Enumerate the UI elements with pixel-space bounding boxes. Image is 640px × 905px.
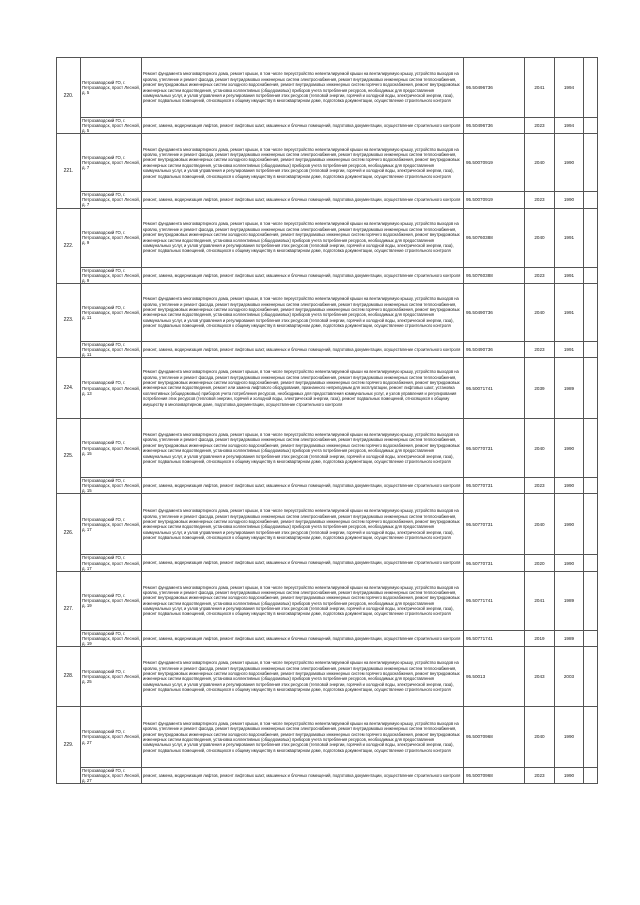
address-cell: Петрозаводский ГО, г. Петрозаводск, прост Лесной, д. 19	[81, 571, 142, 630]
object-code-cell: 95.50760388	[464, 267, 525, 283]
work-description-cell: ремонт, замена, модернизация лифтов, ремонт лифтовых шахт, машинных и блочных помещений, подготовка документации, осуществление строительного контроля	[142, 555, 464, 571]
work-description-cell: Ремонт фундамента многоквартирного дома, ремонт крыши, в том числе переустройство невентилируемой крыши на вентилируемую крышу, устройство выходов на кровлю, утепление и ремонт фасада, ремонт внутридомовых инженерных систем электроснабжения, ремонт внутридомовых инженерных систем теплоснабжения, ремонт внутридомовых инженерных систем холодного водоснабжения, ремонт внутридомовых инженерных систем горячего водоснабжения, ремонт внутридомовых инженерных систем водоотведения, установка коллективных (общедомовых) приборов учета потребления ресурсов, необходимых для предоставления коммунальных услуг, и узлов управления и регулирования потребления этих ресурсов (тепловой энергии, горячей и холодной воды, электрической энергии, газа), ремонт подвальных помещений, относящихся к общему имуществу в многоквартирном доме, подготовка документации, осуществление строительного контроля	[142, 646, 464, 706]
capital-repair-table	[56, 57, 598, 784]
table-row	[57, 358, 598, 419]
empty-cell	[584, 494, 598, 555]
empty-cell	[584, 118, 598, 134]
build-year-cell: 1989	[555, 571, 584, 630]
empty-cell	[584, 630, 598, 646]
empty-cell	[584, 283, 598, 341]
object-code-cell: 95.50770731	[464, 478, 525, 494]
row-number-cell: 221.	[57, 134, 81, 208]
table-row	[57, 118, 598, 134]
address-cell: Петрозаводский ГО, г. Петрозаводск, прост Лесной, д. 7	[82, 192, 140, 208]
address-cell: Петрозаводский ГО, г. Петрозаводск, прост Лесной, д. 7	[81, 134, 142, 192]
build-year-cell: 1991	[555, 208, 584, 267]
row-number-cell: 229.	[57, 706, 81, 783]
object-code-cell: 95.50770731	[464, 419, 525, 478]
address-cell: Петрозаводский ГО, г. Петрозаводск, прост Лесной, д. 9	[82, 267, 140, 283]
build-year-cell: 1991	[555, 341, 584, 357]
planned-year-cell: 2023	[525, 767, 555, 783]
object-code-cell: 95.50771741	[464, 571, 525, 630]
table-row	[57, 706, 598, 767]
table-row	[57, 267, 598, 283]
address-cell: Петрозаводский ГО, г. Петрозаводск, прост Лесной, д. 19	[82, 630, 140, 646]
planned-year-cell: 2023	[525, 478, 555, 494]
address-cell: Петрозаводский ГО, г. Петрозаводск, прост Лесной, д. 15	[82, 478, 140, 494]
program-table-sheet	[56, 57, 581, 784]
empty-cell	[584, 571, 598, 630]
row-number-cell: 224.	[57, 358, 81, 419]
build-year-cell: 1991	[555, 283, 584, 341]
table-row	[57, 208, 598, 267]
address-cell: Петрозаводский ГО, г. Петрозаводск, прост Лесной, д. 15	[81, 419, 142, 478]
build-year-cell: 1989	[555, 358, 584, 419]
object-code-cell: 95.50496736	[464, 118, 525, 134]
work-description-cell: Ремонт фундамента многоквартирного дома, ремонт крыши, в том числе переустройство невентилируемой крыши на вентилируемую крышу, устройство выходов на кровлю, утепление и ремонт фасада, ремонт внутридомовых инженерных систем электроснабжения, ремонт внутридомовых инженерных систем теплоснабжения, ремонт внутридомовых инженерных систем холодного водоснабжения, ремонт внутридомовых инженерных систем горячего водоснабжения, ремонт внутридомовых инженерных систем водоотведения, установка коллективных (общедомовых) приборов учета потребления ресурсов, необходимых для предоставления коммунальных услуг, и узлов управления и регулирования потребления этих ресурсов (тепловой энергии, горячей и холодной воды, электрической энергии, газа), ремонт подвальных помещений, относящихся к общему имуществу в многоквартирном доме, подготовка документации, осуществление строительного контроля	[142, 571, 464, 630]
work-description-cell: ремонт, замена, модернизация лифтов, ремонт лифтовых шахт, машинных и блочных помещений, подготовка документации, осуществление строительного контроля	[142, 630, 464, 646]
work-description-cell: Ремонт фундамента многоквартирного дома, ремонт крыши, в том числе переустройство невентилируемой крыши на вентилируемую крышу, устройство выходов на кровлю, утепление и ремонт фасада, ремонт внутридомовых инженерных систем электроснабжения, ремонт внутридомовых инженерных систем теплоснабжения, ремонт внутридомовых инженерных систем холодного водоснабжения, ремонт внутридомовых инженерных систем горячего водоснабжения, ремонт внутридомовых инженерных систем водоотведения, установка коллективных (общедомовых) приборов учета потребления ресурсов, необходимых для предоставления коммунальных услуг, и узлов управления и регулирования потребления этих ресурсов (тепловой энергии, горячей и холодной воды, электрической энергии, газа), ремонт подвальных помещений, относящихся к общему имуществу в многоквартирном доме, подготовка документации, осуществление строительного контроля	[142, 134, 464, 192]
object-code-cell: 95.50770731	[464, 494, 525, 555]
row-number-cell: 225.	[57, 419, 81, 494]
planned-year-cell: 2023	[525, 341, 555, 357]
build-year-cell: 1994	[555, 58, 584, 118]
build-year-cell: 1991	[555, 267, 584, 283]
address-cell: Петрозаводский ГО, г. Петрозаводск, прост Лесной, д. 17	[82, 555, 140, 571]
build-year-cell: 1990	[555, 419, 584, 478]
build-year-cell: 1989	[555, 630, 584, 646]
table-row	[57, 571, 598, 630]
empty-cell	[584, 134, 598, 192]
planned-year-cell: 2023	[525, 118, 555, 134]
empty-cell	[584, 208, 598, 267]
table-row	[57, 767, 598, 783]
planned-year-cell: 2020	[525, 555, 555, 571]
address-cell: Петрозаводский ГО, г. Петрозаводск, прост Лесной, д. 9	[81, 208, 142, 267]
object-code-cell: 95.50070919	[464, 134, 525, 192]
object-code-cell: 95.50496736	[464, 58, 525, 118]
planned-year-cell: 2041	[525, 571, 555, 630]
object-code-cell: 95.50770731	[464, 555, 525, 571]
address-cell: Петрозаводский ГО, г. Петрозаводск, прост Лесной, д. 27	[81, 706, 142, 767]
work-description-cell: ремонт, замена, модернизация лифтов, ремонт лифтовых шахт, машинных и блочных помещений, подготовка документации, осуществление строительного контроля	[142, 267, 464, 283]
work-description-cell: ремонт, замена, модернизация лифтов, ремонт лифтовых шахт, машинных и блочных помещений, подготовка документации, осуществление строительного контроля	[142, 341, 464, 357]
build-year-cell: 1990	[555, 134, 584, 192]
address-cell: Петрозаводский ГО, г. Петрозаводск, прост Лесной, д. 27	[82, 767, 140, 784]
row-number-cell: 222.	[57, 208, 81, 283]
work-description-cell: Ремонт фундамента многоквартирного дома, ремонт крыши, в том числе переустройство невентилируемой крыши на вентилируемую крышу, устройство выходов на кровлю, утепление и ремонт фасада, ремонт внутридомовых инженерных систем электроснабжения, ремонт внутридомовых инженерных систем теплоснабжения, ремонт внутридомовых инженерных систем холодного водоснабжения, ремонт внутридомовых инженерных систем горячего водоснабжения, ремонт внутридомовых инженерных систем водоотведения, установка коллективных (общедомовых) приборов учета потребления ресурсов, необходимых для предоставления коммунальных услуг, и узлов управления и регулирования потребления этих ресурсов (тепловой энергии, горячей и холодной воды, электрической энергии, газа), ремонт подвальных помещений, относящихся к общему имуществу в многоквартирном доме, подготовка документации, осуществление строительного контроля	[142, 283, 464, 341]
build-year-cell: 1990	[555, 494, 584, 555]
work-description-cell: ремонт, замена, модернизация лифтов, ремонт лифтовых шахт, машинных и блочных помещений, подготовка документации, осуществление строительного контроля	[142, 192, 464, 208]
object-code-cell: 95.50071741	[464, 358, 525, 419]
table-row	[57, 58, 598, 118]
empty-cell	[584, 419, 598, 478]
row-number-cell: 220.	[57, 58, 81, 134]
address-cell: Петрозаводский ГО, г. Петрозаводск, прост Лесной, д. 5	[81, 58, 142, 118]
table-row	[57, 134, 598, 192]
address-cell: Петрозаводский ГО, г. Петрозаводск, прост Лесной, д. 13	[81, 358, 142, 419]
build-year-cell: 2003	[555, 646, 584, 706]
work-description-cell: Ремонт фундамента многоквартирного дома, ремонт крыши, в том числе переустройство невентилируемой крыши на вентилируемую крышу, устройство выходов на кровлю, утепление и ремонт фасада, ремонт внутридомовых инженерных систем электроснабжения, ремонт внутридомовых инженерных систем теплоснабжения, ремонт внутридомовых инженерных систем холодного водоснабжения, ремонт внутридомовых инженерных систем горячего водоснабжения, ремонт внутридомовых инженерных систем водоотведения, установка коллективных (общедомовых) приборов учета потребления ресурсов, необходимых для предоставления коммунальных услуг, и узлов управления и регулирования потребления этих ресурсов (тепловой энергии, горячей и холодной воды, электрической энергии, газа), ремонт подвальных помещений, относящихся к общему имуществу в многоквартирном доме, подготовка документации, осуществление строительного контроля	[142, 208, 464, 267]
work-description-cell: Ремонт фундамента многоквартирного дома, ремонт крыши, в том числе переустройство невентилируемой крыши на вентилируемую крышу, устройство выходов на кровлю, утепление и ремонт фасада, ремонт внутридомовых инженерных систем электроснабжения, ремонт внутридомовых инженерных систем теплоснабжения, ремонт внутридомовых инженерных систем холодного водоснабжения, ремонт внутридомовых инженерных систем горячего водоснабжения, ремонт внутридомовых инженерных систем водоотведения, установка коллективных (общедомовых) приборов учета потребления ресурсов, необходимых для предоставления коммунальных услуг, и узлов управления и регулирования потребления этих ресурсов (тепловой энергии, горячей и холодной воды, электрической энергии, газа), ремонт подвальных помещений, относящихся к общему имуществу в многоквартирном доме, подготовка документации, осуществление строительного контроля	[142, 58, 464, 118]
build-year-cell: 1990	[555, 706, 584, 767]
table-row	[57, 494, 598, 555]
object-code-cell: 95.50070919	[464, 192, 525, 208]
table-row	[57, 341, 598, 357]
planned-year-cell: 2039	[525, 358, 555, 419]
empty-cell	[584, 555, 598, 571]
address-cell: Петрозаводский ГО, г. Петрозаводск, прост Лесной, д. 11	[81, 283, 142, 341]
planned-year-cell: 2043	[525, 646, 555, 706]
empty-cell	[584, 767, 598, 783]
build-year-cell: 1990	[555, 555, 584, 571]
table-row	[57, 419, 598, 478]
row-number-cell: 226.	[57, 494, 81, 571]
work-description-cell: Ремонт фундамента многоквартирного дома, ремонт крыши, в том числе переустройство невентилируемой крыши на вентилируемую крышу, устройство выходов на кровлю, утепление и ремонт фасада, ремонт внутридомовых инженерных систем электроснабжения, ремонт внутридомовых инженерных систем теплоснабжения, ремонт внутридомовых инженерных систем холодного водоснабжения, ремонт внутридомовых инженерных систем горячего водоснабжения, ремонт внутридомовых инженерных систем водоотведения, ремонт или замена лифтового оборудования, признанного непригодным для эксплуатации, ремонт лифтовых шахт, установка коллективных (общедомовых) приборов учета потребления ресурсов, необходимых для предоставления коммунальных услуг, и узлов управления и регулирования потребления этих ресурсов (тепловой энергии, горячей и холодной воды, электрической энергии, газа), ремонт подвальных помещений, относящихся к общему имуществу в многоквартирном доме, подготовка документации, осуществление строительного контроля	[142, 358, 464, 419]
table-row	[57, 555, 598, 571]
row-number-cell: 228.	[57, 646, 81, 706]
empty-cell	[584, 341, 598, 357]
build-year-cell: 1990	[555, 478, 584, 494]
address-cell: Петрозаводский ГО, г. Петрозаводск, прост Лесной, д. 5	[82, 118, 140, 134]
object-code-cell: 95.50070968	[464, 767, 525, 783]
empty-cell	[584, 478, 598, 494]
planned-year-cell: 2023	[525, 192, 555, 208]
work-description-cell: Ремонт фундамента многоквартирного дома, ремонт крыши, в том числе переустройство невентилируемой крыши на вентилируемую крышу, устройство выходов на кровлю, утепление и ремонт фасада, ремонт внутридомовых инженерных систем электроснабжения, ремонт внутридомовых инженерных систем теплоснабжения, ремонт внутридомовых инженерных систем холодного водоснабжения, ремонт внутридомовых инженерных систем горячего водоснабжения, ремонт внутридомовых инженерных систем водоотведения, установка коллективных (общедомовых) приборов учета потребления ресурсов, необходимых для предоставления коммунальных услуг, и узлов управления и регулирования потребления этих ресурсов (тепловой энергии, горячей и холодной воды, электрической энергии, газа), ремонт подвальных помещений, относящихся к общему имуществу в многоквартирном доме, подготовка документации, осуществление строительного контроля	[142, 706, 464, 767]
empty-cell	[584, 267, 598, 283]
build-year-cell: 1990	[555, 767, 584, 783]
build-year-cell: 1994	[555, 118, 584, 134]
object-code-cell: 95.50490736	[464, 283, 525, 341]
object-code-cell: 95.50771741	[464, 630, 525, 646]
empty-cell	[584, 192, 598, 208]
work-description-cell: Ремонт фундамента многоквартирного дома, ремонт крыши, в том числе переустройство невентилируемой крыши на вентилируемую крышу, устройство выходов на кровлю, утепление и ремонт фасада, ремонт внутридомовых инженерных систем электроснабжения, ремонт внутридомовых инженерных систем теплоснабжения, ремонт внутридомовых инженерных систем холодного водоснабжения, ремонт внутридомовых инженерных систем горячего водоснабжения, ремонт внутридомовых инженерных систем водоотведения, установка коллективных (общедомовых) приборов учета потребления ресурсов, необходимых для предоставления коммунальных услуг, и узлов управления и регулирования потребления этих ресурсов (тепловой энергии, горячей и холодной воды, электрической энергии, газа), ремонт подвальных помещений, относящихся к общему имуществу в многоквартирном доме, подготовка документации, осуществление строительного контроля	[142, 494, 464, 555]
planned-year-cell: 2023	[525, 267, 555, 283]
work-description-cell: Ремонт фундамента многоквартирного дома, ремонт крыши, в том числе переустройство невентилируемой крыши на вентилируемую крышу, устройство выходов на кровлю, утепление и ремонт фасада, ремонт внутридомовых инженерных систем электроснабжения, ремонт внутридомовых инженерных систем теплоснабжения, ремонт внутридомовых инженерных систем холодного водоснабжения, ремонт внутридомовых инженерных систем горячего водоснабжения, ремонт внутридомовых инженерных систем водоотведения, установка коллективных (общедомовых) приборов учета потребления ресурсов, необходимых для предоставления коммунальных услуг, и узлов управления и регулирования потребления этих ресурсов (тепловой энергии, горячей и холодной воды, электрической энергии, газа), ремонт подвальных помещений, относящихся к общему имуществу в многоквартирном доме, подготовка документации, осуществление строительного контроля	[142, 419, 464, 478]
address-cell: Петрозаводский ГО, г. Петрозаводск, прост Лесной, д. 17	[81, 494, 142, 555]
table-row	[57, 646, 598, 706]
planned-year-cell: 2040	[525, 706, 555, 767]
planned-year-cell: 2041	[525, 58, 555, 118]
row-number-cell: 227.	[57, 571, 81, 646]
work-description-cell: ремонт, замена, модернизация лифтов, ремонт лифтовых шахт, машинных и блочных помещений, подготовка документации, осуществление строительного контроля	[142, 118, 464, 134]
build-year-cell: 1990	[555, 192, 584, 208]
planned-year-cell: 2019	[525, 630, 555, 646]
object-code-cell: 95.50070968	[464, 706, 525, 767]
table-body	[57, 58, 598, 784]
object-code-cell: 95.50760388	[464, 208, 525, 267]
planned-year-cell: 2040	[525, 283, 555, 341]
empty-cell	[584, 58, 598, 118]
table-row	[57, 283, 598, 341]
table-row	[57, 478, 598, 494]
empty-cell	[584, 646, 598, 706]
planned-year-cell: 2040	[525, 419, 555, 478]
empty-cell	[584, 706, 598, 767]
work-description-cell: ремонт, замена, модернизация лифтов, ремонт лифтовых шахт, машинных и блочных помещений, подготовка документации, осуществление строительного контроля	[142, 767, 464, 783]
address-cell: Петрозаводский ГО, г. Петрозаводск, прост Лесной, д. 25	[81, 646, 142, 706]
work-description-cell: ремонт, замена, модернизация лифтов, ремонт лифтовых шахт, машинных и блочных помещений, подготовка документации, осуществление строительного контроля	[142, 478, 464, 494]
object-code-cell: 95.50490736	[464, 341, 525, 357]
object-code-cell: 95.50013	[464, 646, 525, 706]
address-cell: Петрозаводский ГО, г. Петрозаводск, прост Лесной, д. 11	[82, 341, 140, 358]
empty-cell	[584, 358, 598, 419]
row-number-cell: 223.	[57, 283, 81, 357]
planned-year-cell: 2040	[525, 134, 555, 192]
table-row	[57, 630, 598, 646]
planned-year-cell: 2040	[525, 494, 555, 555]
table-row	[57, 192, 598, 208]
planned-year-cell: 2040	[525, 208, 555, 267]
